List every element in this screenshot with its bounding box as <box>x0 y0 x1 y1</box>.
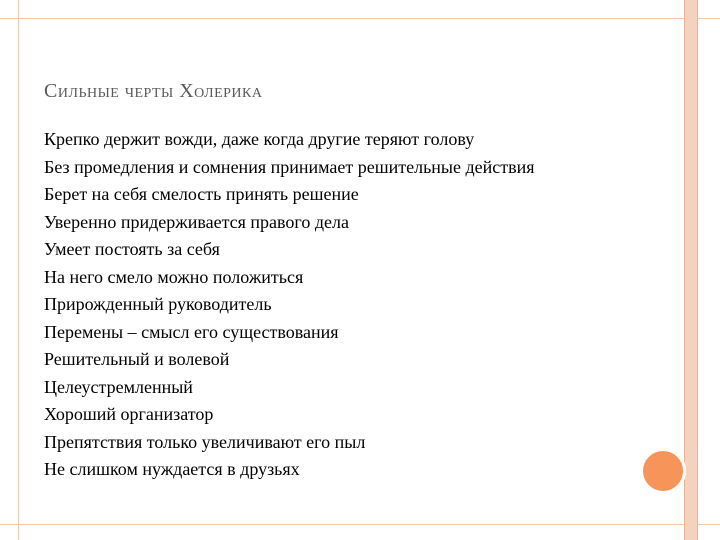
bullet-item: Целеустремленный <box>44 376 193 397</box>
bullet-list <box>44 130 644 488</box>
decorative-side-bar <box>684 0 698 540</box>
bullet-item: Берет на себя смелость принять решение <box>44 184 359 204</box>
bullet-item: Без промедления и сомнения принимает решительные действия <box>44 156 535 177</box>
slide-title: Сильные черты Холерика <box>44 80 263 102</box>
bullet-item: Крепко держит вожди, даже когда другие теряют голову <box>44 129 475 149</box>
decorative-circle-icon <box>640 448 686 494</box>
bullet-item: Перемены – смысл его существования <box>44 321 339 342</box>
bullet-item: Умеет постоять за себя <box>44 239 220 259</box>
bullet-item: На него смело можно положиться <box>44 266 304 287</box>
bullet-item: Прирожденный руководитель <box>44 294 272 314</box>
bullet-item: Препятствия только увеличивают его пыл <box>44 431 366 452</box>
frame-line-left <box>18 0 19 540</box>
bullet-item: Решительный и волевой <box>44 349 230 369</box>
bullet-item: Не слишком нуждается в друзьях <box>44 459 300 479</box>
frame-line-top <box>0 18 720 19</box>
bullet-item: Хороший организатор <box>44 404 214 424</box>
bullet-item: Уверенно придерживается правого дела <box>44 211 349 232</box>
frame-line-bottom <box>0 524 720 525</box>
